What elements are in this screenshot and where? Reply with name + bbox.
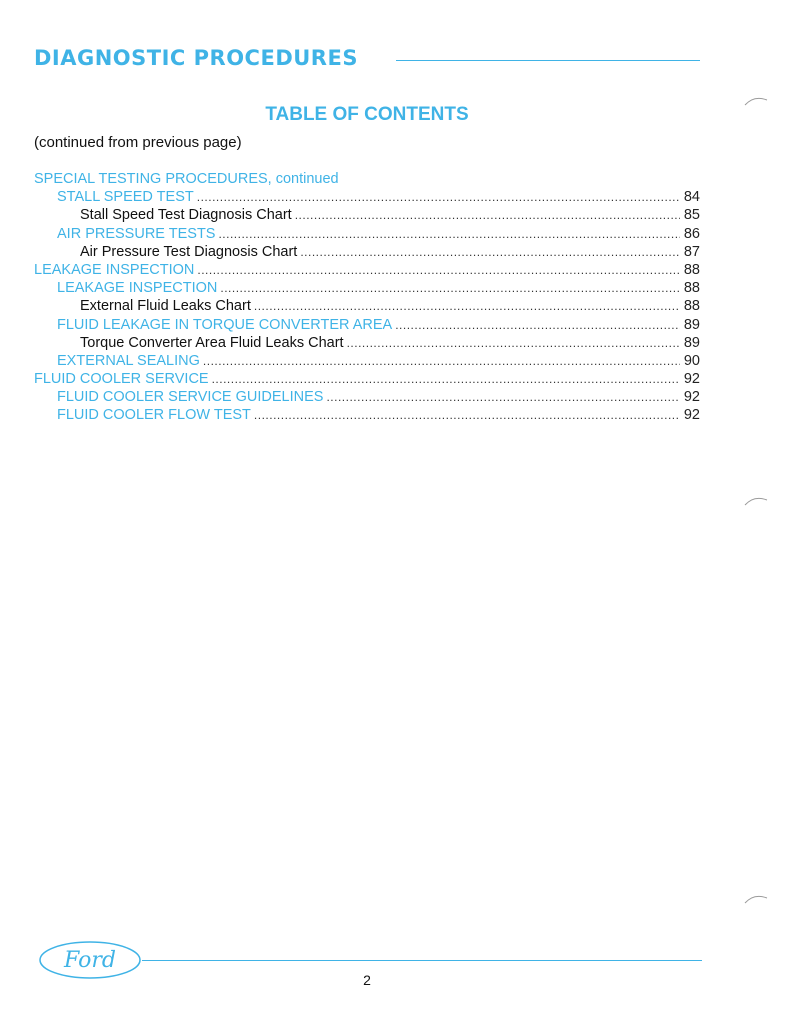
toc-entry-page: 92 [683, 407, 700, 424]
toc-entry[interactable] [34, 334, 700, 352]
toc-entry-page: 88 [683, 280, 700, 297]
toc-entry-page: 86 [683, 225, 700, 242]
dot-leader [203, 352, 680, 370]
toc-entry-label: LEAKAGE INSPECTION [34, 261, 195, 278]
header-rule [396, 60, 700, 61]
toc-entry-label: FLUID COOLER SERVICE [34, 371, 209, 388]
toc-entry-label: Stall Speed Test Diagnosis Chart [80, 207, 292, 224]
footer-rule [142, 960, 702, 961]
toc-entry-page: 88 [683, 298, 700, 315]
dot-leader [254, 406, 680, 424]
toc-entry-page: 89 [683, 316, 700, 333]
logo-text: Ford [64, 948, 116, 973]
toc-entry-label: FLUID COOLER FLOW TEST [57, 407, 251, 424]
toc-entry[interactable] [34, 279, 700, 297]
punch-hole-mark-icon [744, 96, 768, 106]
toc-entry[interactable] [34, 388, 700, 406]
toc-entry-label: AIR PRESSURE TESTS [57, 225, 216, 242]
dot-leader [220, 279, 680, 297]
toc-entry-label: FLUID COOLER SERVICE GUIDELINES [57, 389, 324, 406]
toc-heading: TABLE OF CONTENTS [265, 104, 469, 125]
toc-entry-page: 84 [683, 189, 700, 206]
dot-leader [300, 243, 680, 261]
section-title: DIAGNOSTIC PROCEDURES [34, 46, 358, 70]
dot-leader [218, 225, 679, 243]
toc-entry-label: External Fluid Leaks Chart [80, 298, 251, 315]
toc-entry-label: STALL SPEED TEST [57, 189, 194, 206]
toc-entry-label: SPECIAL TESTING PROCEDURES, continued [34, 171, 339, 187]
toc-entry-label: EXTERNAL SEALING [57, 352, 200, 369]
dot-leader [326, 388, 679, 406]
toc-entry[interactable] [34, 225, 700, 243]
toc-entry[interactable] [34, 188, 700, 206]
dot-leader [254, 297, 680, 315]
toc-entry-page: 85 [683, 207, 700, 224]
toc-entry[interactable] [34, 206, 700, 224]
dot-leader [197, 188, 680, 206]
toc-entry-page: 92 [683, 371, 700, 388]
toc-entry[interactable] [34, 370, 700, 388]
continued-note: (continued from previous page) [34, 134, 242, 151]
punch-hole-mark-icon [744, 894, 768, 904]
toc-entry-page: 88 [683, 261, 700, 278]
toc-entry[interactable] [34, 406, 700, 424]
toc-entry[interactable] [34, 352, 700, 370]
dot-leader [395, 316, 680, 334]
toc-entry[interactable] [34, 297, 700, 315]
punch-hole-mark-icon [744, 496, 768, 506]
toc-entry-page: 87 [683, 243, 700, 260]
toc-entry-page: 89 [683, 334, 700, 351]
toc-entry-label: Air Pressure Test Diagnosis Chart [80, 243, 298, 260]
table-of-contents [34, 170, 700, 425]
toc-entry[interactable] [34, 170, 700, 188]
toc-entry[interactable] [34, 316, 700, 334]
section-header [34, 46, 700, 76]
toc-entry-label: LEAKAGE INSPECTION [57, 280, 218, 297]
dot-leader [295, 206, 680, 224]
dot-leader [212, 370, 680, 388]
toc-entry-label: FLUID LEAKAGE IN TORQUE CONVERTER AREA [57, 316, 393, 333]
toc-entry[interactable] [34, 261, 700, 279]
page-number: 2 [363, 972, 371, 988]
toc-entry-page: 92 [683, 389, 700, 406]
toc-entry[interactable] [34, 243, 700, 261]
toc-entry-page: 90 [683, 352, 700, 369]
dot-leader [347, 334, 680, 352]
dot-leader [197, 261, 680, 279]
toc-entry-label: Torque Converter Area Fluid Leaks Chart [80, 334, 344, 351]
